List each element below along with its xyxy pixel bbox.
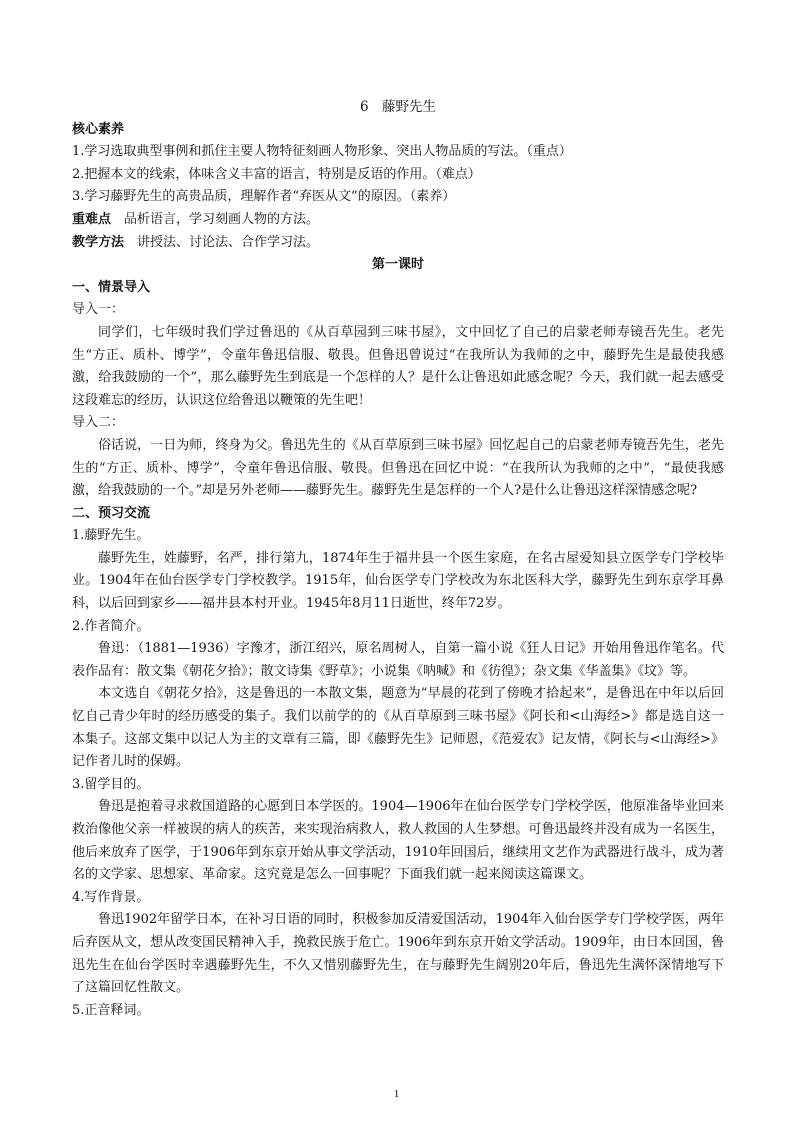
teaching-method-text: 讲授法、讨论法、合作学习法。 xyxy=(124,234,320,250)
intro-1-label: 导入一： xyxy=(72,302,125,318)
author-paragraph-1: 鲁迅：（1881—1936）字豫才，浙江绍兴，原名周树人，自第一篇小说《狂人日记》开始用鲁迅作笔名。代表作品有：散文集《朝花夕拾》；散文诗集《野草》；小说集《呐喊》和《彷徨》；杂文集《华盖集》《坟》等。 xyxy=(72,641,724,679)
section-2-heading: 二、预习交流 xyxy=(72,505,151,521)
core-literacy-heading: 核心素养 xyxy=(72,121,125,137)
page-number: 1 xyxy=(393,1088,400,1100)
key-points-label: 重难点 xyxy=(72,211,112,227)
intro-1-paragraph: 同学们，七年级时我们学过鲁迅的《从百草园到三味书屋》，文中回忆了自己的启蒙老师寿镜吾先生。老先生“方正、质朴、博学”，令童年鲁迅信服、敬畏。但鲁迅曾说过“在我所认为我师的之中，藤野先生是最使我感激，给我鼓励的一个”，那么藤野先生到底是一个怎样的人？是什么让鲁迅如此感念呢？今天，我们就一起去感受这段难忘的经历，认识这位给鲁迅以鞭策的先生吧！ xyxy=(72,324,724,408)
pronunciation-title: 5.正音释词。 xyxy=(72,1002,150,1018)
key-points-text: 品析语言，学习刻画人物的方法。 xyxy=(111,211,320,227)
author-title: 2.作者简介。 xyxy=(72,618,150,634)
intro-2-label: 导入二： xyxy=(72,415,125,431)
core-item-2: 2.把握本文的线索，体味含义丰富的语言，特别是反语的作用。（难点） xyxy=(72,166,481,182)
section-1-heading: 一、情景导入 xyxy=(72,279,151,295)
lesson-period-heading: 第一课时 xyxy=(371,257,424,273)
teaching-method-label: 教学方法 xyxy=(72,234,125,250)
study-purpose-title: 3.留学目的。 xyxy=(72,776,150,792)
study-purpose-paragraph: 鲁迅是抱着寻求救国道路的心愿到日本学医的。1904—1906年在仙台医学专门学校学医，他原准备毕业回来救治像他父亲一样被误的病人的疾苦，来实现治病救人，救人救国的人生梦想。可鲁迅最终并没有成为一名医生，他后来放弃了医学，于1906年到东京开始从事文学活动，1910年回国后，继续用文艺作为武器进行战斗，成为著名的文学家、思想家、革命家。这究竟是怎么一回事呢？下面我们就一起来阅读这篇课文。 xyxy=(72,799,724,883)
background-paragraph: 鲁迅1902年留学日本，在补习日语的同时，积极参加反清爱国活动，1904年入仙台医学专门学校学医，两年后弃医从文，想从改变国民精神入手，挽救民族于危亡。1906年到东京开始文学活动。1909年，由日本回国，鲁迅先生在仙台学医时幸遇藤野先生，不久又惜别藤野先生，在与藤野先生阔别20年后，鲁迅先生满怀深情地写下了这篇回忆性散文。 xyxy=(72,912,724,996)
intro-2-paragraph: 俗话说，一日为师，终身为父。鲁迅先生的《从百草原到三味书屋》回忆起自己的启蒙老师寿镜吾先生，老先生的“方正、质朴、博学”，令童年鲁迅信服、敬畏。但鲁迅在回忆中说：“在我所认为我师的之中”，“最使我感激，给我鼓励的一个。”却是另外老师——藤野先生。藤野先生是怎样的一个人?是什么让鲁迅这样深情感念呢? xyxy=(72,437,724,499)
document-page xyxy=(72,96,724,1022)
fujino-paragraph: 藤野先生，姓藤野，名严，排行第九，1874年生于福井县一个医生家庭，在名古屋爱知县立医学专门学校毕业。1904年在仙台医学专门学校教学。1915年，仙台医学专门学校改为东北医科大学，藤野先生到东京学耳鼻科，以后回到家乡——福井县本村开业。1945年8月11日逝世，终年72岁。 xyxy=(72,550,724,612)
core-item-3: 3.学习藤野先生的高贵品质，理解作者“弃医从文”的原因。（素养） xyxy=(72,189,456,205)
core-item-1: 1.学习选取典型事例和抓住主要人物特征刻画人物形象、突出人物品质的写法。（重点） xyxy=(72,144,572,160)
background-title: 4.写作背景。 xyxy=(72,889,150,905)
key-points-row xyxy=(72,209,724,232)
teaching-method-row xyxy=(72,232,724,255)
lesson-title: 6 藤野先生 xyxy=(359,99,437,115)
fujino-title: 1.藤野先生。 xyxy=(72,528,150,544)
author-paragraph-2: 本文选自《朝花夕拾》，这是鲁迅的一本散文集，题意为“早晨的花到了傍晚才拾起来”，是鲁迅在中年以后回忆自己青少年时的经历感受的集子。我们以前学的的《从百草原到三味书屋》《阿长和<山海经>》都是选自这一本集子。这部文集中以记人为主的文章有三篇，即《藤野先生》记师恩，《范爱农》记友情，《阿长与<山海经>》记作者儿时的保姆。 xyxy=(72,686,724,770)
